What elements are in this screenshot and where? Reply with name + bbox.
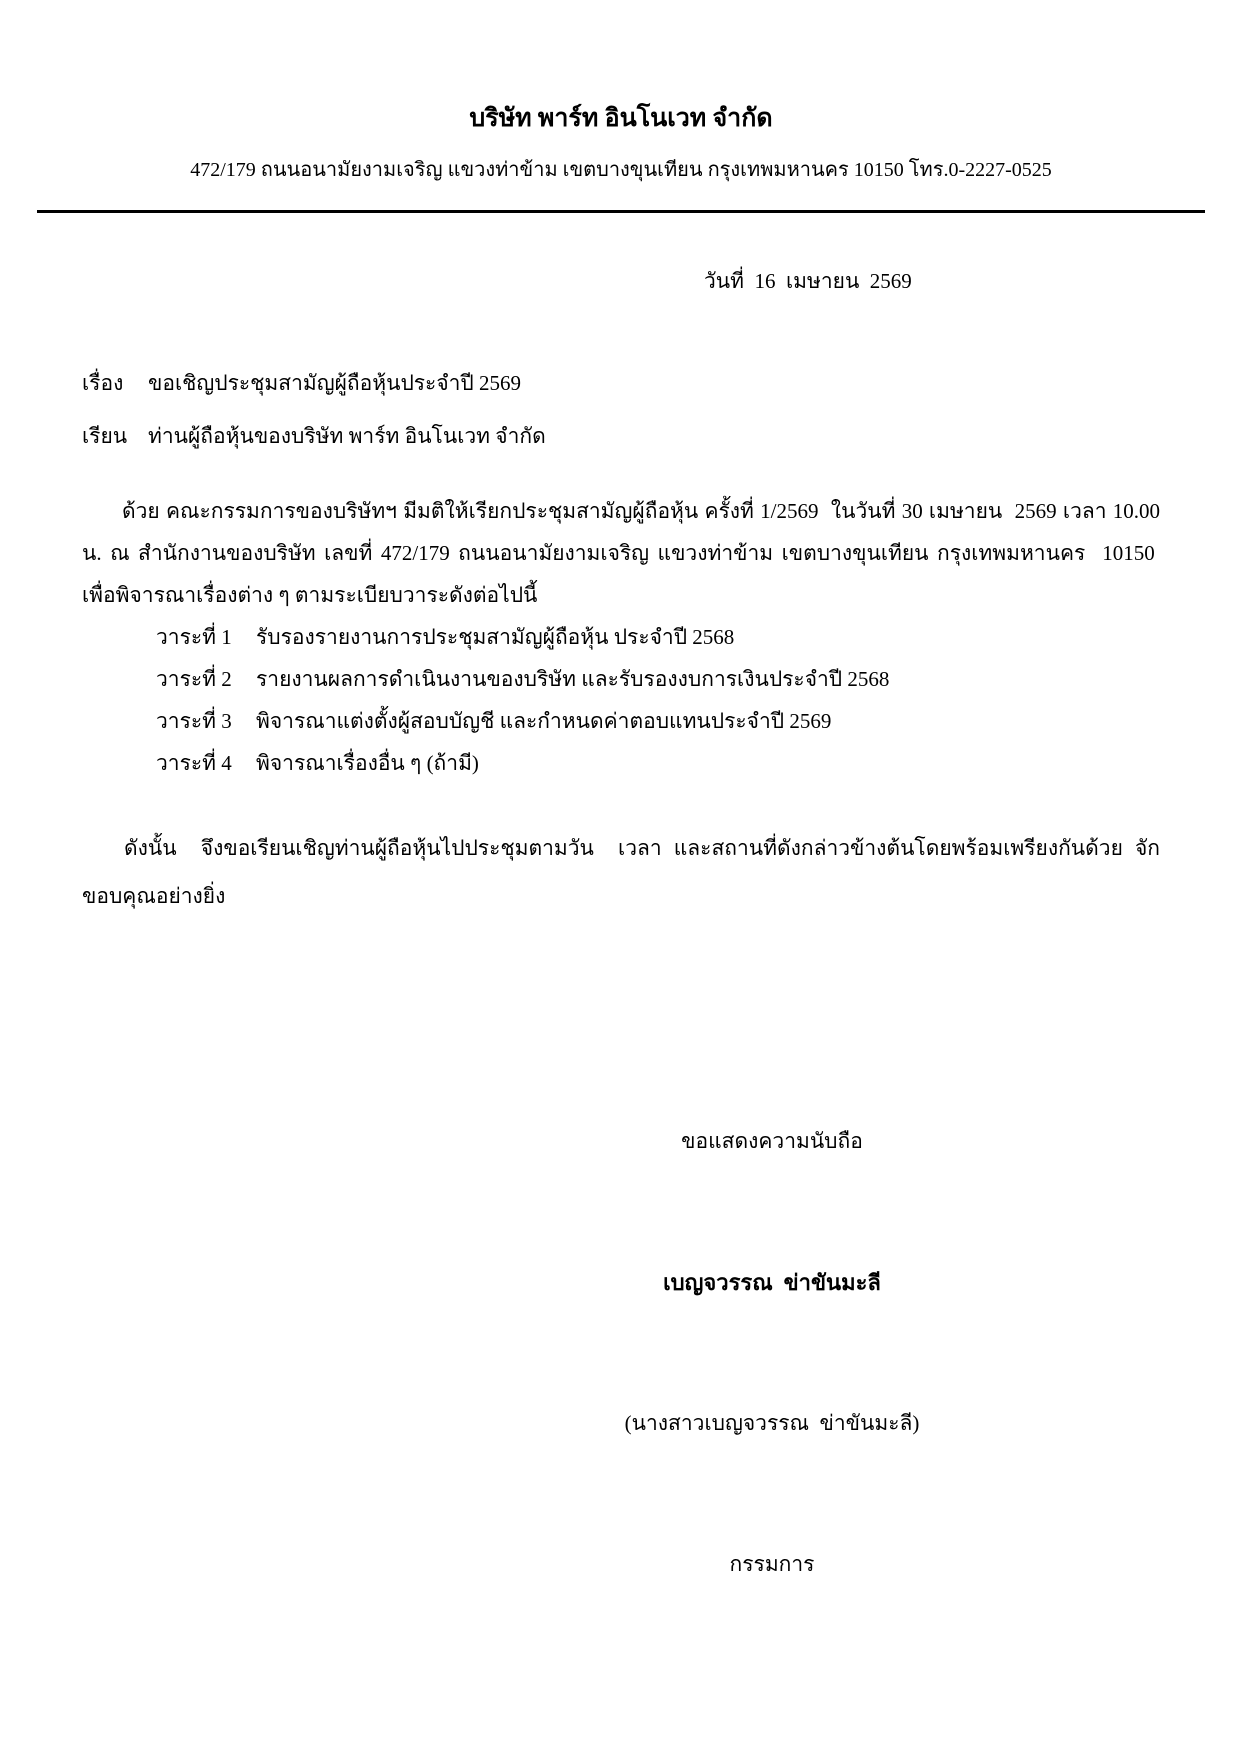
agenda-list	[82, 616, 1160, 784]
header-divider	[37, 210, 1205, 213]
company-address: 472/179 ถนนอนามัยงามเจริญ แขวงท่าข้าม เขตบางขุนเทียน กรุงเทพมหานคร 10150 โทร.0-2227-0525	[190, 159, 1052, 181]
signature-name-paren: (นางสาวเบญจวรรณ ข่าขันมะลี)	[624, 1411, 920, 1435]
recipient-row	[82, 418, 1160, 454]
date-row	[82, 227, 1160, 335]
agenda-item-3-text: พิจารณาแต่งตั้งผู้สอบบัญชี และกำหนดค่าตอบแทนประจำปี 2569	[256, 709, 832, 733]
letter-date: วันที่ 16 เมษายน 2569	[704, 269, 912, 293]
recipient-text: ท่านผู้ถือหุ้นของบริษัท พาร์ท อินโนเวท จำกัด	[148, 424, 546, 448]
recipient-label: เรียน	[82, 424, 128, 448]
signature-block	[522, 1024, 1022, 1682]
agenda-item-2	[82, 658, 1160, 700]
signature-position: กรรมการ	[729, 1552, 815, 1576]
agenda-item-2-label: วาระที่ 2	[156, 667, 232, 691]
subject-row	[82, 365, 1160, 401]
agenda-item-1	[82, 616, 1160, 658]
agenda-item-4-label: วาระที่ 4	[156, 751, 232, 775]
closing-paragraph: ดังนั้น จึงขอเรียนเชิญท่านผู้ถือหุ้นไปประชุมตามวัน เวลา และสถานที่ดังกล่าวข้างต้นโดยพร้อมเพรียงกันด้วย จักขอบคุณอย่างยิ่ง	[82, 836, 1160, 908]
body-paragraph: ด้วย คณะกรรมการของบริษัทฯ มีมติให้เรียกประชุมสามัญผู้ถือหุ้น ครั้งที่ 1/2569 ในวันที่ 30 เมษายน 2569 เวลา 10.00 น. ณ สำนักงานของบริษัท เลขที่ 472/179 ถนนอนามัยงามเจริญ แขวงท่าข้าม เขตบางขุนเทียน กรุงเทพมหานคร 10150 เพื่อพิจารณาเรื่องต่าง ๆ ตามระเบียบวาระดังต่อไปนี้	[82, 499, 1166, 607]
subject-label: เรื่อง	[82, 371, 124, 395]
agenda-item-1-label: วาระที่ 1	[156, 625, 232, 649]
agenda-item-2-text: รายงานผลการดำเนินงานของบริษัท และรับรองงบการเงินประจำปี 2568	[256, 667, 890, 691]
agenda-item-3-label: วาระที่ 3	[156, 709, 232, 733]
agenda-item-3	[82, 700, 1160, 742]
signature-salutation: ขอแสดงความนับถือ	[681, 1129, 863, 1153]
agenda-item-1-text: รับรองรายงานการประชุมสามัญผู้ถือหุ้น ประจำปี 2568	[256, 625, 735, 649]
agenda-item-4	[82, 742, 1160, 784]
agenda-item-4-text: พิจารณาเรื่องอื่น ๆ (ถ้ามี)	[256, 751, 479, 775]
subject-text: ขอเชิญประชุมสามัญผู้ถือหุ้นประจำปี 2569	[148, 371, 522, 395]
signature-name: เบญจวรรณ ข่าขันมะลี	[663, 1270, 881, 1295]
company-name: บริษัท พาร์ท อินโนเวท จำกัด	[469, 105, 773, 132]
